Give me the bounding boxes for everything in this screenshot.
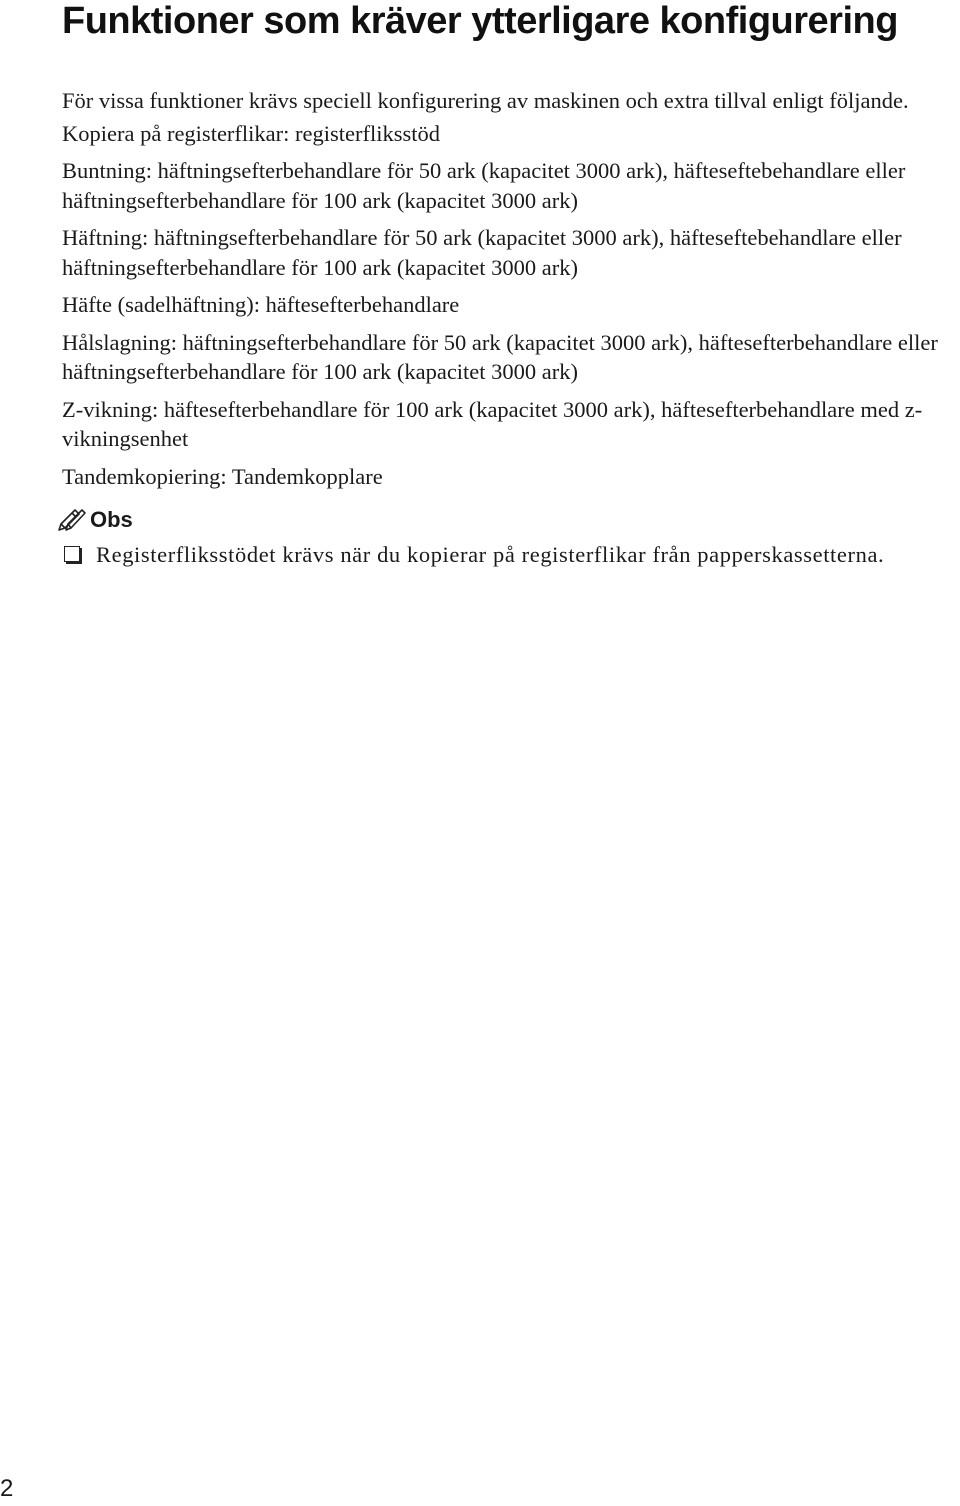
feature-requirement-staple: Häftning: häftningsefterbehandlare för 50 ark (kapacitet 3000 ark), häfteseftebehandlare eller häftningsefterbehandlare för 100 ark (kapacitet 3000 ark) xyxy=(62,225,902,280)
feature-requirement-punch: Hålslagning: häftningsefterbehandlare för 50 ark (kapacitet 3000 ark), häftesefterbehandlare eller häftningsefterbehandlare för 100 ark (kapacitet 3000 ark) xyxy=(62,329,938,384)
note-title: Obs xyxy=(90,507,133,533)
note-heading xyxy=(56,505,958,535)
note-item-text: Registerfliksstödet krävs när du kopierar på registerflikar från papperskassetterna. xyxy=(96,542,885,567)
note-item xyxy=(62,540,958,570)
pencil-icon xyxy=(56,507,86,533)
intro-paragraph: För vissa funktioner krävs speciell konfigurering av maskinen och extra tillval enligt följande. xyxy=(62,88,909,113)
page-number: 2 xyxy=(0,1475,14,1502)
feature-requirement-sort: Buntning: häftningsefterbehandlare för 50 ark (kapacitet 3000 ark), häfteseftebehandlare eller häftningsefterbehandlare för 100 ark (kapacitet 3000 ark) xyxy=(62,158,906,213)
checkbox-icon xyxy=(64,546,80,562)
document-body xyxy=(62,86,958,570)
feature-requirement-copy-on-tabs: Kopiera på registerflikar: registerfliksstöd xyxy=(62,120,440,146)
page-title: Funktioner som kräver ytterligare konfigurering xyxy=(62,0,898,42)
feature-requirement-z-fold: Z-vikning: häftesefterbehandlare för 100 ark (kapacitet 3000 ark), häftesefterbehandlare med z-vikningsenhet xyxy=(62,396,923,451)
feature-requirement-tandem: Tandemkopiering: Tandemkopplare xyxy=(62,463,383,489)
feature-requirement-booklet: Häfte (sadelhäftning): häftesefterbehandlare xyxy=(62,292,460,317)
